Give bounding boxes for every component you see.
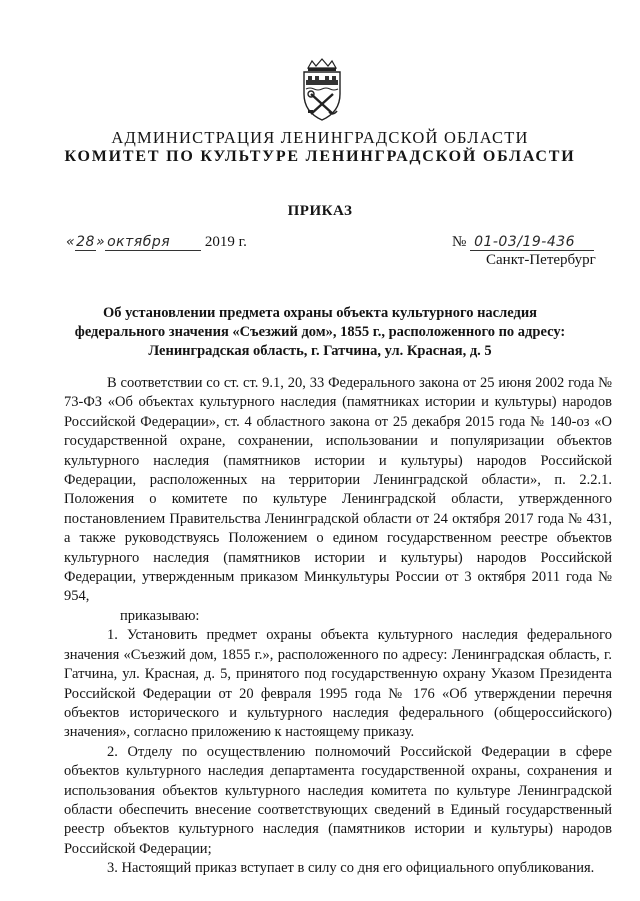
order-item-1: 1. Установить предмет охраны объекта культурного наследия федерального значения «Съезжий дом, 1855 г.», расположенного по адресу: Ленинградская область, г. Гатчина, ул. Красная, д. 5, принятого под государственную охрану Указом Президента Российской Федерации от 20 февраля 1995 года № 176 «Об утверждении перечня объектов исторического и культурного наследия федерального (общероссийского) значения», согласно приложению к настоящему приказу. xyxy=(64,627,612,741)
preamble-paragraph: В соответствии со ст. ст. 9.1, 20, 33 Федерального закона от 25 июня 2002 года № 73-ФЗ «Об объектах культурного наследия (памятниках истории и культуры) народов Российской Федерации», ст. 4 областного закона от 25 декабря 2015 года № 140-оз «О государственной охране, сохранении, использовании и популяризации объектов культурного наследия (памятников истории и культуры) народов Российской Федерации, расположенных на территории Ленинградской области», п. 2.2.1. Положения о комитете по культуре Ленинградской области, утвержденного постановлением Правительства Ленинградской области от 24 октября 2017 года № 431, а также руководствуясь Положением о едином государственном реестре объектов культурного наследия (памятников истории и культуры) народов Российской Федерации, утвержденным приказом Минкультуры России от 3 октября 2011 года № 954, xyxy=(64,375,612,605)
number-value: 01-03/19-436 xyxy=(470,234,594,251)
date-day: 28 xyxy=(76,234,95,250)
order-city: Санкт-Петербург xyxy=(486,252,596,268)
heading-line: Об установлении предмета охраны объекта культурного наследия xyxy=(102,305,538,321)
date-month: октября xyxy=(105,234,201,251)
order-item-3: 3. Настоящий приказ вступает в силу со дня его официального опубликования. xyxy=(107,860,595,877)
committee-name: КОМИТЕТ ПО КУЛЬТУРЕ ЛЕНИНГРАДСКОЙ ОБЛАСТИ xyxy=(64,148,576,165)
organization-name: АДМИНИСТРАЦИЯ ЛЕНИНГРАДСКОЙ ОБЛАСТИ xyxy=(111,128,529,147)
number-prefix: № xyxy=(452,234,467,250)
order-date xyxy=(66,234,247,251)
order-item-2: 2. Отделу по осуществлению полномочий Российской Федерации в сфере объектов культурного наследия департамента государственной охраны, сохранения и использования объектов культурного наследия комитета по культуре Ленинградской области обеспечить внесение соответствующих сведений в Единый государственный реестр объектов культурного наследия (памятников истории и культуры) народов Российской Федерации; xyxy=(64,743,612,857)
order-word: приказываю: xyxy=(120,607,200,624)
date-open-quote: « xyxy=(66,234,76,250)
heading-line: федерального значения «Съезжий дом», 1855 г., расположенного по адресу: xyxy=(74,324,566,340)
order-heading xyxy=(60,304,580,361)
coat-of-arms-icon xyxy=(298,58,346,122)
date-close-quote: » xyxy=(95,234,106,250)
date-year: 2019 г. xyxy=(204,234,247,250)
order-title: ПРИКАЗ xyxy=(287,203,353,219)
order-number xyxy=(452,234,594,251)
order-body xyxy=(64,374,612,879)
heading-line: Ленинградская область, г. Гатчина, ул. Красная, д. 5 xyxy=(148,343,492,359)
